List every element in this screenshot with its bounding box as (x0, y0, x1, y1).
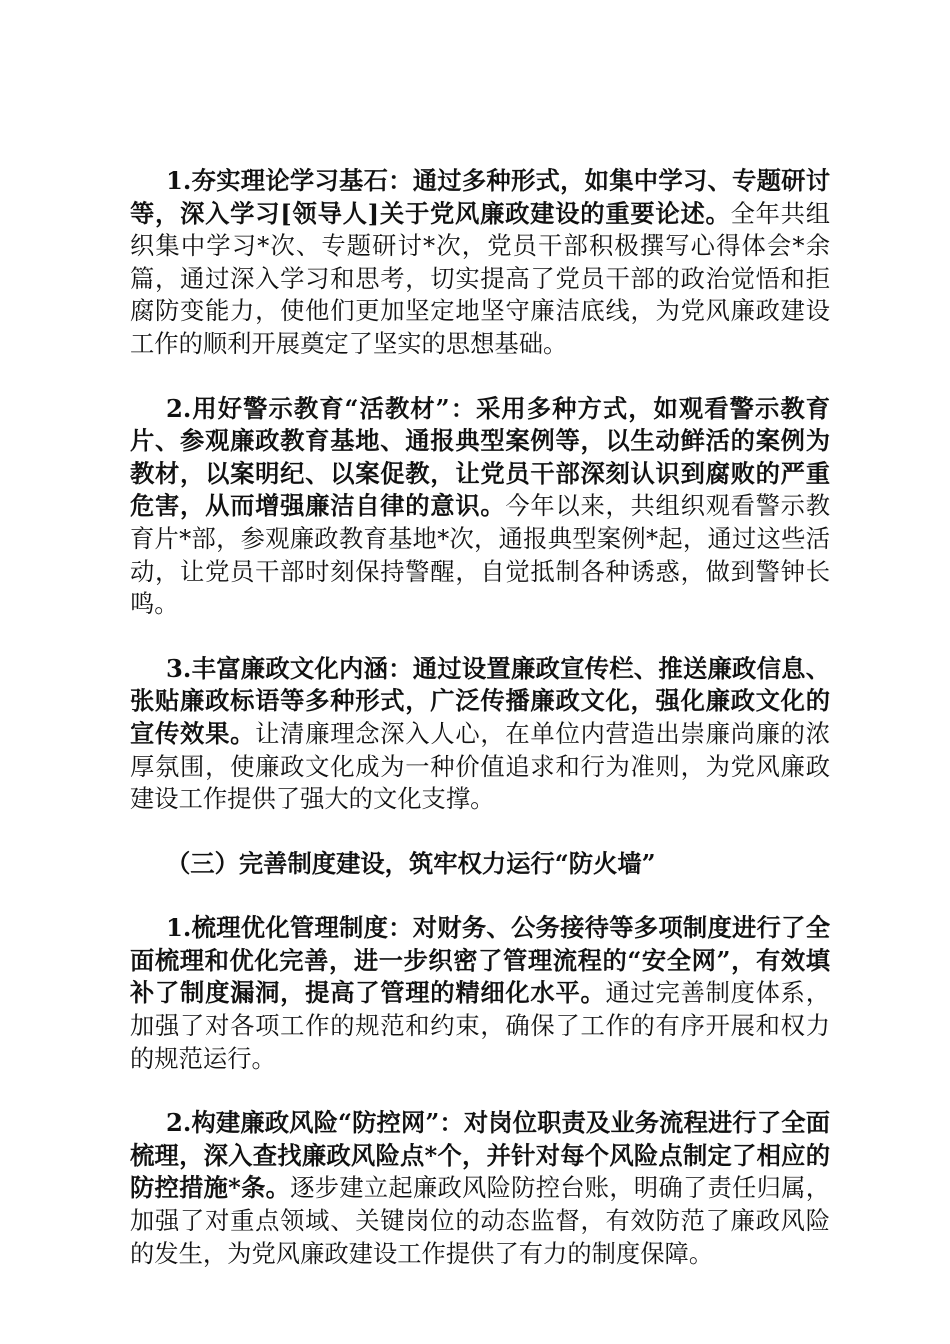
paragraph-lead: 2.构建廉政风险“防控网”：对岗位职责及业务流程进行了全面梳理，深入查找廉政风险点*个，并针对每个风险点制定了相应的防控措施*条。 (130, 1108, 830, 1203)
paragraph-lead: 1.梳理优化管理制度：对财务、公务接待等多项制度进行了全面梳理和优化完善，进一步织密了管理流程的“安全网”，有效填补了制度漏洞，提高了管理的精细化水平。 (130, 913, 830, 1008)
paragraph-lead: 2.用好警示教育“活教材”：采用多种方式，如观看警示教育片、参观廉政教育基地、通报典型案例等，以生动鲜活的案例为教材，以案明纪、以案促教，让党员干部深刻认识到腐败的严重危害，从而增强廉洁自律的意识。 (130, 393, 830, 521)
paragraph-body: 逐步建立起廉政风险防控台账，明确了责任归属，加强了对重点领域、关键岗位的动态监督，有效防范了廉政风险的发生，为党风廉政建设工作提供了有力的制度保障。 (130, 1173, 830, 1268)
paragraph-body: 今年以来，共组织观看警示教育片*部，参观廉政教育基地*次，通报典型案例*起，通过这些活动，让党员干部时刻保持警醒，自觉抵制各种诱惑，做到警钟长鸣。 (130, 491, 830, 619)
paragraph-lead: 3.丰富廉政文化内涵：通过设置廉政宣传栏、推送廉政信息、张贴廉政标语等多种形式，广泛传播廉政文化，强化廉政文化的宣传效果。 (130, 653, 830, 748)
paragraph-theory-study (130, 165, 830, 361)
section-heading: （三）完善制度建设，筑牢权力运行“防火墙” (166, 848, 656, 878)
document-page (130, 165, 830, 1302)
paragraph-body: 全年共组织集中学习*次、专题研讨*次，党员干部积极撰写心得体会*余篇，通过深入学习和思考，切实提高了党员干部的政治觉悟和拒腐防变能力，使他们更加坚定地坚守廉洁底线，为党风廉政建设工作的顺利开展奠定了坚实的思想基础。 (130, 198, 830, 358)
paragraph-body: 让清廉理念深入人心，在单位内营造出崇廉尚廉的浓厚氛围，使廉政文化成为一种价值追求和行为准则，为党风廉政建设工作提供了强大的文化支撑。 (130, 718, 831, 814)
paragraph-risk-control (130, 1107, 830, 1270)
paragraph-integrity-culture (130, 653, 830, 816)
paragraph-warning-education (130, 393, 830, 621)
paragraph-management-system (130, 912, 830, 1075)
paragraph-lead: 1.夯实理论学习基石：通过多种形式，如集中学习、专题研讨等，深入学习[领导人]关于党风廉政建设的重要论述。 (130, 166, 830, 228)
paragraph-body: 通过完善制度体系，加强了对各项工作的规范和约束，确保了工作的有序开展和权力的规范运行。 (130, 978, 831, 1073)
